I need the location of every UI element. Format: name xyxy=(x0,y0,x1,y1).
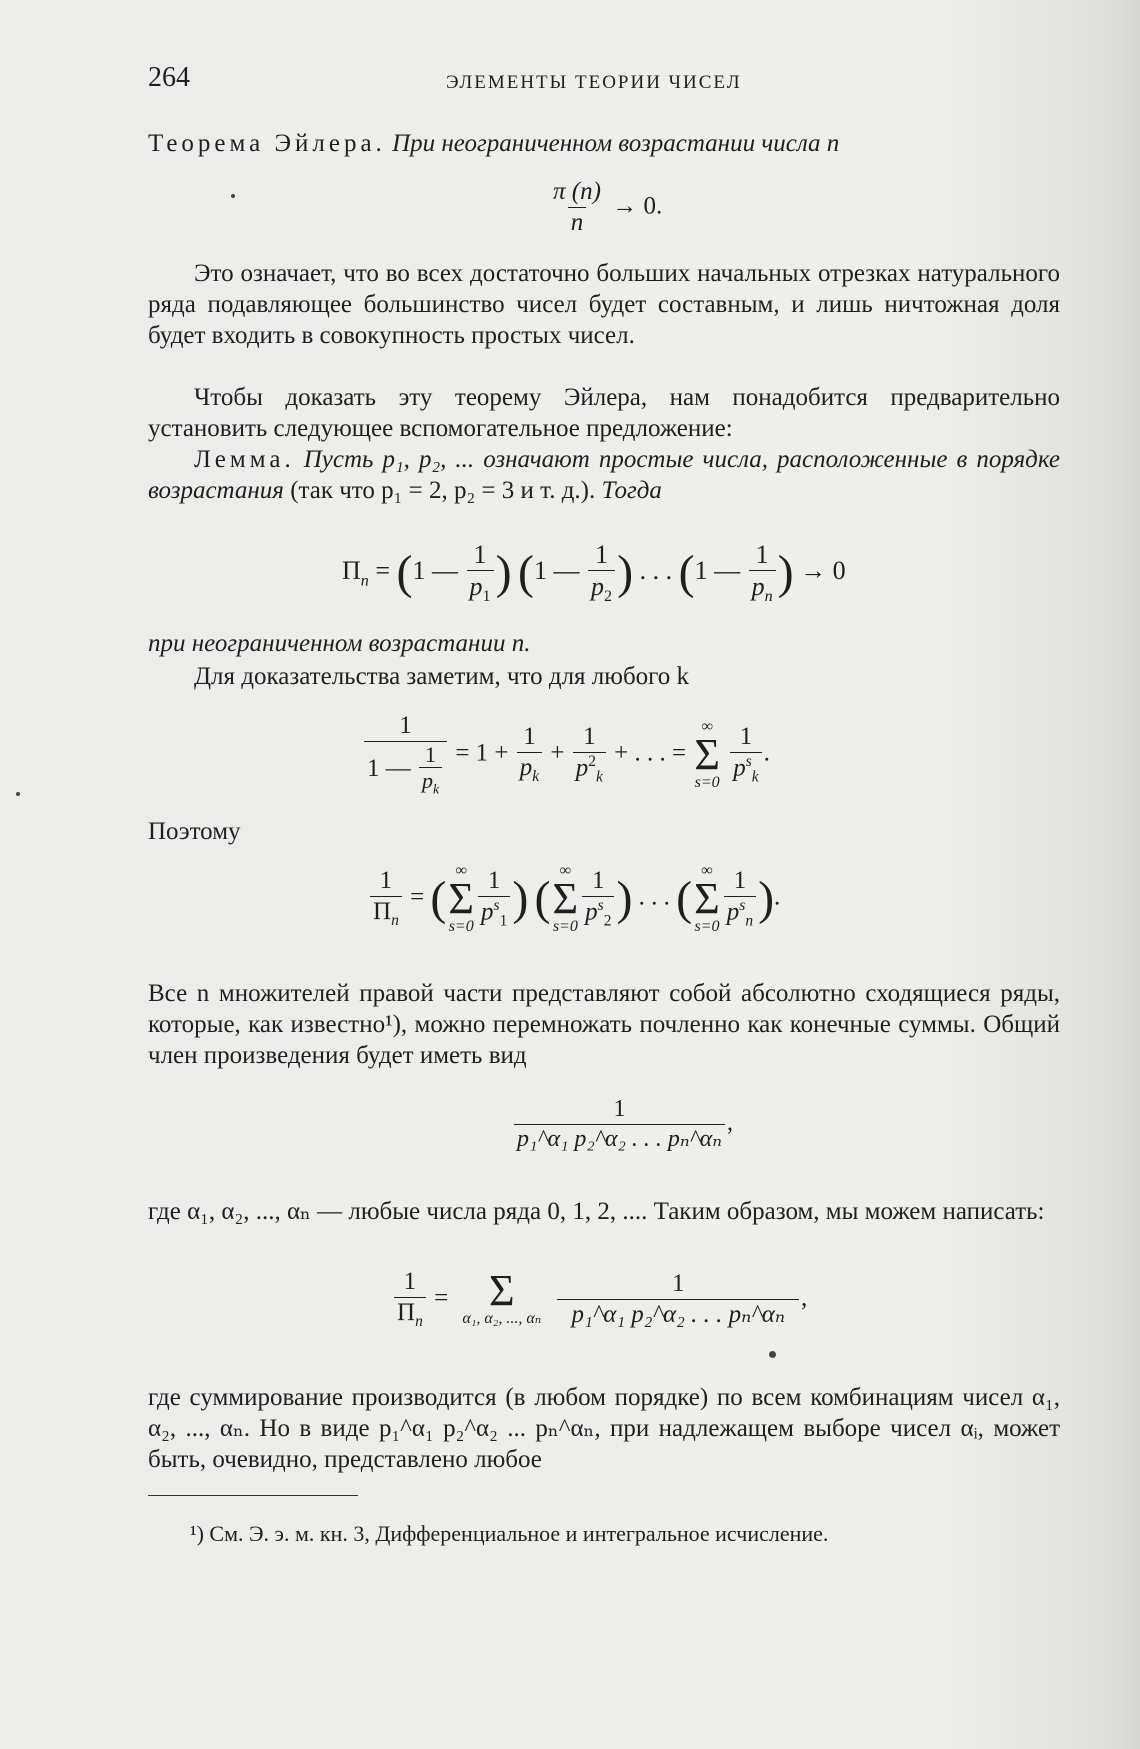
paragraph-summation: где суммирование производится (в любом порядке) по всем комбинациям чисел α₁, α₂, ..., αₙ. Но в виде p₁^α₁ p₂^α₂ ... pₙ^αₙ, при надлежащем выборе чисел αᵢ, может быть, очевидно, представлено любое xyxy=(148,1384,1060,1473)
paragraph-therefore: Поэтому xyxy=(148,818,241,845)
print-speck xyxy=(769,1351,776,1358)
footnote-rule xyxy=(148,1495,358,1496)
theorem-statement xyxy=(148,128,1060,159)
formula-general-term: $\frac{1}{\text{p₁\textasciicircum{}α₁ p₂\textasciicircum{}α₂ . . . pₙ\textasciicircum{}αₙ}}$ , xyxy=(512,1096,733,1153)
footnote: ¹) См. Э. э. м. кн. 3, Дифференциальное и интегральное исчисление. xyxy=(190,1521,829,1546)
theorem-text: При неограниченном возрастании числа n xyxy=(392,130,840,157)
running-title: ЭЛЕМЕНТЫ ТЕОРИИ ЧИСЕЛ xyxy=(446,72,742,93)
lemma-statement: Лемма. Пусть p₁, p₂, ... означают простые числа, расположенные в порядке возрастания (так что p₁ = 2, p₂ = 3 и т. д.). Тогда xyxy=(148,446,1060,504)
page-number: 264 xyxy=(148,62,190,93)
theorem-label: Теорема Эйлера. xyxy=(148,130,386,157)
lemma-label: Лемма. xyxy=(194,446,295,473)
formula-inverse-product: $\frac{1}{\Pi_n}$ = ( ∞ Σ s=0 $\frac{1}{p^s_1}$ ) ( ∞ Σ s=0 $\frac{1}{p^s_2}$ ) . . . ( ∞ Σ s=0 $\frac{1}{p^s_n}$ ). xyxy=(368,862,780,936)
paragraph-absolute-convergence: Все n множителей правой части представляют собой абсолютно сходящиеся ряды, которые, как известно¹), можно перемножать почленно как конечные суммы. Общий член произведения будет иметь вид xyxy=(148,980,1060,1069)
formula-sum-over-alphas: $\frac{1}{\Pi_n}$ = Σ α₁, α₂, ..., αₙ $\frac{1}{\text{p₁\textasciicircum{}α₁ p₂\textasciicircum{}α₂ . . . pₙ\textasciicircum{}αₙ}}$ , xyxy=(392,1268,807,1331)
formula-geometric-series: 1 1 — $\frac{1}{p_k}$ = 1 + $\frac{1}{p_k}$ + $\frac{1}{p^2_k}$ + . . . = ∞ Σ s=0 $\frac{1}{p^s_k}$ . xyxy=(362,712,770,798)
paragraph-meaning: Это означает, что во всех достаточно больших начальных отрезках натурального ряда подавляющее большинство чисел будет составным, и лишь ничтожная доля будет входить в совокупность простых чисел. xyxy=(148,260,1060,349)
page-header xyxy=(148,62,1060,102)
paragraph-proof-start: Для доказательства заметим, что для любого k xyxy=(194,663,690,690)
print-speck xyxy=(16,792,20,796)
paragraph-where-alpha: где α₁, α₂, ..., αₙ — любые числа ряда 0, 1, 2, .... Таким образом, мы можем написать: xyxy=(148,1198,1045,1225)
paragraph-unbounded: при неограниченном возрастании n. xyxy=(148,630,531,657)
formula-pi-n-over-n: $\frac{\pi (n)}{n}$ → 0. xyxy=(553,178,663,236)
print-speck xyxy=(231,194,235,198)
formula-product-pi-n: $\Pi_n = (1$ — $\frac{1}{p_1}$ ) (1 — $\frac{1}{p_2}$ ) . . . (1 — $\frac{1}{p_n}$ ) → 0 xyxy=(342,540,846,606)
paragraph-lemma-intro: Чтобы доказать эту теорему Эйлера, нам понадобится предварительно установить следующее вспомогательное предложение: xyxy=(148,384,1060,442)
